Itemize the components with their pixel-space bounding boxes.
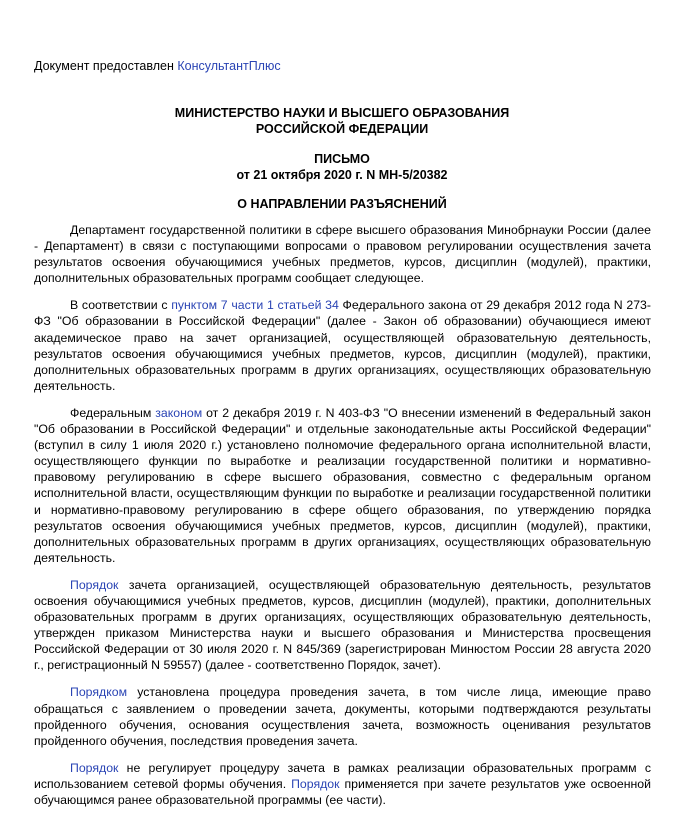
law-link[interactable]: законом (155, 405, 203, 420)
consultant-plus-link[interactable]: КонсультантПлюс (177, 59, 281, 73)
paragraph-6-text-b: применяется при зачете результатов уже освоенной обучающимся ранее образовательной программы (ее части). (34, 776, 651, 807)
paragraph-5 (34, 684, 651, 748)
paragraph-2-text-b: Федерального закона от 29 декабря 2012 года N 273-ФЗ "Об образовании в Российской Федерации" (далее - Закон об образовании) обучающиеся имеют академическое право на зачет организацией, осуществляющей образовательную деятельность, результатов освоения обучающимися учебных предметов, курсов, дисциплин (модулей), практики, дополнительных образовательных программ в других организациях, осуществляющих образовательную деятельность. (34, 298, 651, 393)
paragraph-5-text: установлена процедура проведения зачета, в том числе лица, имеющие право обращаться с заявлением о проведении зачета, документы, которыми подтверждаются результаты пройденного обучения, основания осуществления зачета, возможность оценивания результатов пройденного обучения, последствия проведения зачета. (34, 685, 651, 748)
subject-heading: О НАПРАВЛЕНИИ РАЗЪЯСНЕНИЙ (237, 197, 447, 211)
order-link-4[interactable]: Порядок (291, 776, 340, 791)
paragraph-4 (34, 577, 651, 674)
provided-by-line (34, 59, 281, 73)
letter-body (34, 222, 651, 819)
paragraph-3-text-a: Федеральным (70, 405, 156, 420)
paragraph-2 (34, 297, 651, 394)
paragraph-6 (34, 760, 651, 808)
paragraph-1 (34, 222, 651, 286)
paragraph-1-text: Департамент государственной политики в сфере высшего образования Минобрнауки России (далее - Департамент) в связи с поступающими вопросами о правовом регулировании осуществления зачета результатов освоения обучающимися учебных предметов, курсов, дисциплин (модулей), практики, дополнительных образовательных программ сообщает следующее. (34, 223, 651, 286)
ministry-heading (0, 105, 684, 137)
paragraph-2-text-a: В соответствии с (70, 298, 172, 313)
doc-date: от 21 октября 2020 г. N МН-5/20382 (236, 168, 448, 182)
order-link-1[interactable]: Порядок (70, 577, 119, 592)
paragraph-4-text: зачета организацией, осуществляющей образовательную деятельность, результатов освоения обучающимися учебных предметов, курсов, дисциплин (модулей), практики, дополнительных образовательных программ в других организациях, осуществляющих образовательную деятельность, утвержден приказом Министерства науки и высшего образования и Министерства просвещения Российской Федерации от 30 июля 2020 г. N 845/369 (зарегистрирован Минюстом России 28 августа 2020 г., регистрационный N 59557) (далее - соответственно Порядок, зачет). (34, 577, 651, 673)
paragraph-3-text-b: от 2 декабря 2019 г. N 403-ФЗ "О внесении изменений в Федеральный закон "Об образовании в Российской Федерации" и отдельные законодательные акты Российской Федерации" (вступил в силу 1 июля 2020 г.) установлено полномочие федерального органа исполнительной власти, осуществляющего функции по выработке и реализации государственной политики и нормативно-правовому регулированию в сфере высшего образования, совместно с федеральным органом исполнительной власти, осуществляющим функции по выработке и реализации государственной политики и нормативно-правовому регулированию в сфере общего образования, по утверждению порядка результатов освоения обучающимися учебных предметов, курсов, дисциплин (модулей), практики, дополнительных образовательных программ в других организациях, осуществляющих образовательную деятельность. (34, 405, 651, 565)
ministry-line-1: МИНИСТЕРСТВО НАУКИ И ВЫСШЕГО ОБРАЗОВАНИЯ (174, 106, 510, 120)
provided-by-text: Документ предоставлен (34, 59, 178, 73)
article-34-link[interactable]: пунктом 7 части 1 статьей 34 (171, 298, 339, 313)
letter-heading (0, 151, 684, 183)
paragraph-3 (34, 405, 651, 566)
ministry-line-2: РОССИЙСКОЙ ФЕДЕРАЦИИ (255, 122, 429, 136)
order-link-2[interactable]: Порядком (70, 685, 128, 700)
doc-type: ПИСЬМО (314, 152, 370, 166)
paragraph-6-text-a: не регулирует процедуру зачета в рамках реализации образовательных программ с использованием сетевой формы обучения. (34, 760, 651, 791)
order-link-3[interactable]: Порядок (70, 760, 119, 775)
